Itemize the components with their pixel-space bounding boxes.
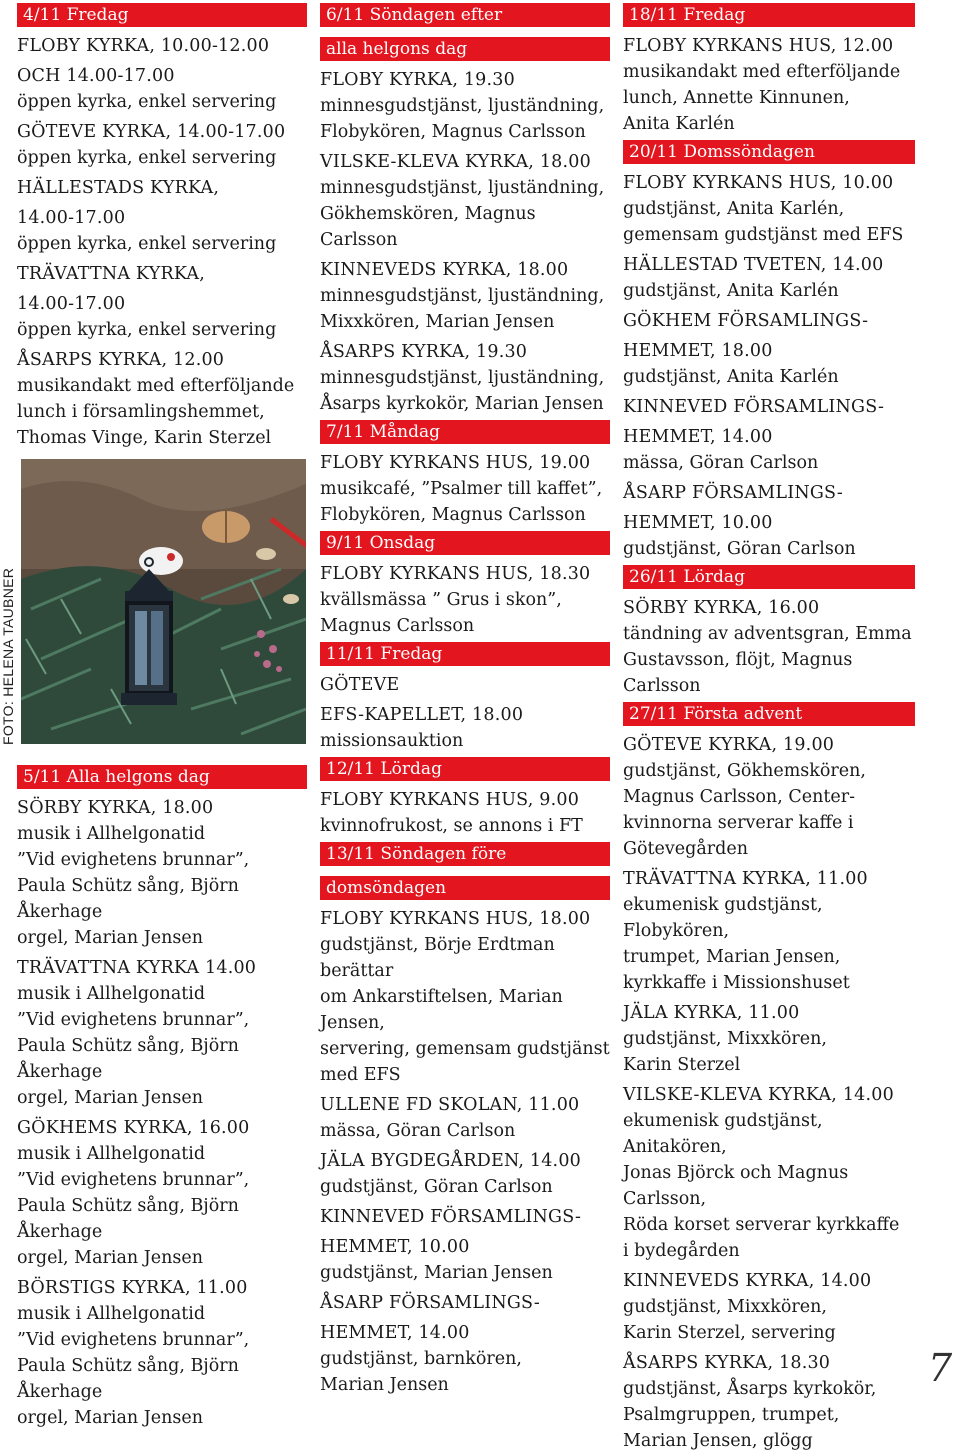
event-description: gudstjänst, Mixxkören, xyxy=(623,1297,827,1317)
date-header: 18/11 Fredag xyxy=(623,3,915,27)
event-description: Magnus Carlsson, Center- xyxy=(623,787,856,807)
event-location: FLOBY KYRKANS HUS, 19.00 xyxy=(320,453,591,473)
col3-listing xyxy=(623,3,915,1454)
event-location: TRÄVATTNA KYRKA 14.00 xyxy=(17,958,257,978)
photo-credit: FOTO: HELENA TAUBNER xyxy=(0,567,16,745)
event-description: Mixxkören, Marian Jensen xyxy=(320,312,555,332)
event-description: ”Vid evighetens brunnar”, xyxy=(17,1330,250,1350)
event-location: KINNEVED FÖRSAMLINGS- xyxy=(320,1207,582,1227)
event-description: Karin Sterzel, servering xyxy=(623,1323,836,1343)
event-description: i bydegården xyxy=(623,1241,740,1261)
event-description: med EFS xyxy=(320,1065,401,1085)
event-description: gudstjänst, Anita Karlén xyxy=(623,281,839,301)
event-description: minnesgudstjänst, ljuständning, xyxy=(320,178,605,198)
event-location: SÖRBY KYRKA, 16.00 xyxy=(623,598,820,618)
event-location: VILSKE-KLEVA KYRKA, 18.00 xyxy=(320,152,591,172)
column-1 xyxy=(17,0,307,451)
event-description: Psalmgruppen, trumpet, xyxy=(623,1405,840,1425)
event-description: minnesgudstjänst, ljuständning, xyxy=(320,96,605,116)
event-description: gudstjänst, Marian Jensen xyxy=(320,1263,553,1283)
event-description: kvinnorna serverar kaffe i xyxy=(623,813,854,833)
event-location: SÖRBY KYRKA, 18.00 xyxy=(17,798,214,818)
column-2 xyxy=(320,0,610,1398)
event-description: missionsauktion xyxy=(320,731,464,751)
event-description: musikcafé, ”Psalmer till kaffet”, xyxy=(320,479,603,499)
event-location: GÖKHEMS KYRKA, 16.00 xyxy=(17,1118,250,1138)
event-location: TRÄVATTNA KYRKA, xyxy=(17,264,206,284)
event-description: musik i Allhelgonatid xyxy=(17,824,206,844)
event-description: tändning av adventsgran, Emma xyxy=(623,624,912,644)
event-description: musikandakt med efterföljande xyxy=(623,62,901,82)
event-description: minnesgudstjänst, ljuständning, xyxy=(320,286,605,306)
event-description: Flobykören, Magnus Carlsson xyxy=(320,122,586,142)
event-description: Karin Sterzel xyxy=(623,1055,741,1075)
event-description: gudstjänst, Göran Carlson xyxy=(320,1177,553,1197)
date-header: 6/11 Söndagen efter xyxy=(320,3,610,27)
event-description: gudstjänst, Börje Erdtman berättar xyxy=(320,935,555,981)
event-description: Gökhemskören, Magnus Carlsson xyxy=(320,204,536,250)
event-description: Paula Schütz sång, Björn Åkerhage xyxy=(17,876,239,922)
event-location: GÖTEVE KYRKA, 19.00 xyxy=(623,735,835,755)
event-description: Jonas Björck och Magnus Carlsson, xyxy=(623,1163,849,1209)
page-number: 7 xyxy=(928,1346,953,1390)
event-description: mässa, Göran Carlson xyxy=(320,1121,516,1141)
event-location: HEMMET, 14.00 xyxy=(320,1323,470,1343)
event-description: musikandakt med efterföljande xyxy=(17,376,295,396)
col1-top-listing xyxy=(17,3,307,451)
event-description: orgel, Marian Jensen xyxy=(17,928,204,948)
event-location: HEMMET, 14.00 xyxy=(623,427,773,447)
event-location: KINNEVED FÖRSAMLINGS- xyxy=(623,397,885,417)
event-description: ”Vid evighetens brunnar”, xyxy=(17,1010,250,1030)
event-location: KINNEVEDS KYRKA, 14.00 xyxy=(623,1271,872,1291)
event-description: Paula Schütz sång, Björn Åkerhage xyxy=(17,1196,239,1242)
column-1-lower xyxy=(17,762,307,1431)
event-location: VILSKE-KLEVA KYRKA, 14.00 xyxy=(623,1085,894,1105)
event-description: gudstjänst, Anita Karlén, xyxy=(623,199,845,219)
event-description: Magnus Carlsson xyxy=(320,616,475,636)
event-description: Anita Karlén xyxy=(623,114,735,134)
event-location: FLOBY KYRKANS HUS, 18.00 xyxy=(320,909,591,929)
event-description: gudstjänst, Mixxkören, xyxy=(623,1029,827,1049)
event-description: orgel, Marian Jensen xyxy=(17,1408,204,1428)
event-description: Paula Schütz sång, Björn Åkerhage xyxy=(17,1036,239,1082)
event-description: trumpet, Marian Jensen, xyxy=(623,947,841,967)
col1-bottom-listing xyxy=(17,765,307,1431)
event-description: musik i Allhelgonatid xyxy=(17,1144,206,1164)
date-header: 4/11 Fredag xyxy=(17,3,307,27)
event-location: GÖTEVE KYRKA, 14.00-17.00 xyxy=(17,122,286,142)
lantern-photo-image xyxy=(21,459,306,744)
event-location: FLOBY KYRKANS HUS, 12.00 xyxy=(623,36,894,56)
event-description: Marian Jensen, glögg xyxy=(623,1431,813,1451)
date-header: 13/11 Söndagen före xyxy=(320,842,610,866)
event-description: musik i Allhelgonatid xyxy=(17,984,206,1004)
event-description: mässa, Göran Carlson xyxy=(623,453,819,473)
date-header: 7/11 Måndag xyxy=(320,420,610,444)
event-location: ÅSARPS KYRKA, 12.00 xyxy=(17,350,225,370)
event-description: Röda korset serverar kyrkkaffe xyxy=(623,1215,900,1235)
event-location: GÖKHEM FÖRSAMLINGS- xyxy=(623,311,869,331)
event-description: om Ankarstiftelsen, Marian Jensen, xyxy=(320,987,563,1033)
event-description: öppen kyrka, enkel servering xyxy=(17,320,277,340)
event-location: OCH 14.00-17.00 xyxy=(17,66,175,86)
event-description: ekumenisk gudstjänst, Flobykören, xyxy=(623,895,823,941)
event-description: gemensam gudstjänst med EFS xyxy=(623,225,904,245)
event-location: 14.00-17.00 xyxy=(17,208,126,228)
event-description: minnesgudstjänst, ljuständning, xyxy=(320,368,605,388)
event-location: ÅSARP FÖRSAMLINGS- xyxy=(320,1293,540,1313)
event-location: ÅSARPS KYRKA, 18.30 xyxy=(623,1353,831,1373)
lantern-photo xyxy=(21,459,306,744)
event-description: Marian Jensen xyxy=(320,1375,449,1395)
event-description: Åsarps kyrkokör, Marian Jensen xyxy=(320,394,604,414)
event-description: orgel, Marian Jensen xyxy=(17,1088,204,1108)
event-description: orgel, Marian Jensen xyxy=(17,1248,204,1268)
date-header: 20/11 Domssöndagen xyxy=(623,140,915,164)
event-location: JÄLA BYGDEGÅRDEN, 14.00 xyxy=(320,1151,581,1171)
event-location: FLOBY KYRKA, 19.30 xyxy=(320,70,515,90)
event-description: kvinnofrukost, se annons i FT xyxy=(320,816,583,836)
event-description: ”Vid evighetens brunnar”, xyxy=(17,1170,250,1190)
col2-listing xyxy=(320,3,610,1398)
event-location: BÖRSTIGS KYRKA, 11.00 xyxy=(17,1278,248,1298)
event-description: Götevegården xyxy=(623,839,748,859)
date-header: alla helgons dag xyxy=(320,37,610,61)
event-location: FLOBY KYRKANS HUS, 18.30 xyxy=(320,564,591,584)
event-location: ÅSARP FÖRSAMLINGS- xyxy=(623,483,843,503)
event-description: lunch, Annette Kinnunen, xyxy=(623,88,850,108)
event-description: Thomas Vinge, Karin Sterzel xyxy=(17,428,272,448)
event-description: gudstjänst, Åsarps kyrkokör, xyxy=(623,1379,877,1399)
event-description: gudstjänst, Gökhemskören, xyxy=(623,761,866,781)
event-location: EFS-KAPELLET, 18.00 xyxy=(320,705,524,725)
event-location: ULLENE FD SKOLAN, 11.00 xyxy=(320,1095,580,1115)
event-description: Gustavsson, flöjt, Magnus Carlsson xyxy=(623,650,853,696)
event-location: FLOBY KYRKANS HUS, 9.00 xyxy=(320,790,580,810)
event-location: FLOBY KYRKA, 10.00-12.00 xyxy=(17,36,270,56)
event-location: HEMMET, 18.00 xyxy=(623,341,773,361)
date-header: 27/11 Första advent xyxy=(623,702,915,726)
event-location: HEMMET, 10.00 xyxy=(623,513,773,533)
event-description: öppen kyrka, enkel servering xyxy=(17,148,277,168)
event-description: öppen kyrka, enkel servering xyxy=(17,234,277,254)
event-description: öppen kyrka, enkel servering xyxy=(17,92,277,112)
event-description: musik i Allhelgonatid xyxy=(17,1304,206,1324)
event-location: ÅSARPS KYRKA, 19.30 xyxy=(320,342,528,362)
event-description: Paula Schütz sång, Björn Åkerhage xyxy=(17,1356,239,1402)
date-header: 26/11 Lördag xyxy=(623,565,915,589)
event-description: ”Vid evighetens brunnar”, xyxy=(17,850,250,870)
event-description: ekumenisk gudstjänst, Anitakören, xyxy=(623,1111,823,1157)
event-description: gudstjänst, barnkören, xyxy=(320,1349,522,1369)
event-description: lunch i församlingshemmet, xyxy=(17,402,265,422)
event-description: gudstjänst, Göran Carlson xyxy=(623,539,856,559)
event-location: HÄLLESTAD TVETEN, 14.00 xyxy=(623,255,884,275)
event-location: JÄLA KYRKA, 11.00 xyxy=(623,1003,800,1023)
event-location: HÄLLESTADS KYRKA, xyxy=(17,178,220,198)
event-description: kyrkkaffe i Missionshuset xyxy=(623,973,850,993)
date-header: 12/11 Lördag xyxy=(320,757,610,781)
event-description: kvällsmässa ” Grus i skon”, xyxy=(320,590,562,610)
date-header: 5/11 Alla helgons dag xyxy=(17,765,307,789)
date-header: 11/11 Fredag xyxy=(320,642,610,666)
date-header: domsöndagen xyxy=(320,876,610,900)
event-description: gudstjänst, Anita Karlén xyxy=(623,367,839,387)
column-3 xyxy=(623,0,915,1454)
event-location: TRÄVATTNA KYRKA, 11.00 xyxy=(623,869,868,889)
event-location: FLOBY KYRKANS HUS, 10.00 xyxy=(623,173,894,193)
event-location: GÖTEVE xyxy=(320,675,400,695)
event-location: KINNEVEDS KYRKA, 18.00 xyxy=(320,260,569,280)
event-location: HEMMET, 10.00 xyxy=(320,1237,470,1257)
date-header: 9/11 Onsdag xyxy=(320,531,610,555)
event-description: servering, gemensam gudstjänst xyxy=(320,1039,610,1059)
event-description: Flobykören, Magnus Carlsson xyxy=(320,505,586,525)
event-location: 14.00-17.00 xyxy=(17,294,126,314)
